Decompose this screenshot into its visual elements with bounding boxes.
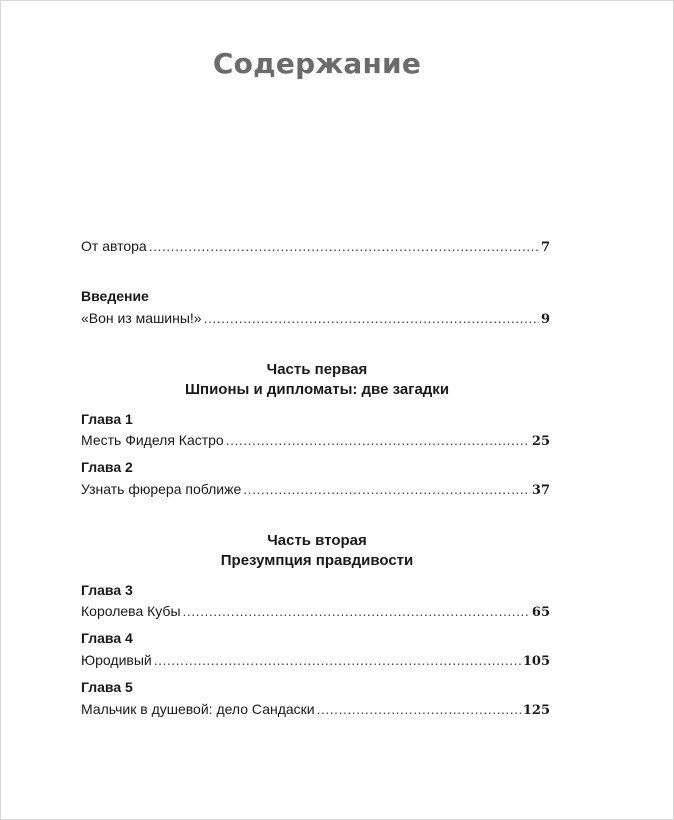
toc-page-number: 9 [540, 312, 550, 327]
toc-entry-chapter-4[interactable] [81, 651, 550, 671]
toc-page-number: 125 [522, 703, 550, 718]
toc-entry-author[interactable] [81, 237, 550, 257]
part-2-title: Презумпция правдивости [220, 552, 414, 569]
chapter-2-label: Глава 2 [81, 459, 133, 475]
toc-page-number: 105 [522, 654, 550, 669]
toc-entry-chapter-3[interactable] [81, 602, 550, 622]
dot-leader [317, 700, 521, 718]
dot-leader [183, 602, 530, 620]
part-1-title: Шпионы и дипломаты: две загадки [184, 381, 450, 398]
toc-entry-text: Узнать фюрера поближе [81, 481, 242, 497]
chapter-1-label: Глава 1 [81, 411, 133, 427]
toc-entry-text: От автора [81, 238, 147, 254]
chapter-5-label: Глава 5 [81, 679, 133, 695]
toc-entry-text: «Вон из машины!» [81, 310, 202, 326]
chapter-4-label: Глава 4 [81, 630, 133, 646]
toc-page-number: 65 [531, 605, 550, 620]
toc-entry-text: Месть Фиделя Кастро [81, 432, 224, 448]
toc-entry-intro[interactable] [81, 309, 550, 329]
dot-leader [204, 309, 539, 327]
chapter-3-label: Глава 3 [81, 582, 133, 598]
part-1-label: Часть первая [266, 361, 368, 378]
toc-entry-text: Мальчик в душевой: дело Сандаски [81, 701, 315, 717]
dot-leader [149, 237, 539, 255]
toc-entry-text: Королева Кубы [81, 603, 181, 619]
dot-leader [226, 431, 530, 449]
intro-label: Введение [81, 288, 149, 304]
dot-leader [243, 480, 530, 498]
toc-page-number: 37 [531, 483, 550, 498]
dot-leader [154, 651, 521, 669]
toc-entry-chapter-5[interactable] [81, 700, 550, 720]
toc-page-number: 25 [531, 434, 550, 449]
toc-page-number: 7 [540, 240, 550, 255]
toc-entry-chapter-1[interactable] [81, 431, 550, 451]
toc-entry-chapter-2[interactable] [81, 480, 550, 500]
part-2-label: Часть вторая [267, 532, 367, 549]
toc-entry-text: Юродивый [81, 652, 152, 668]
page-title: Содержание [212, 47, 422, 80]
